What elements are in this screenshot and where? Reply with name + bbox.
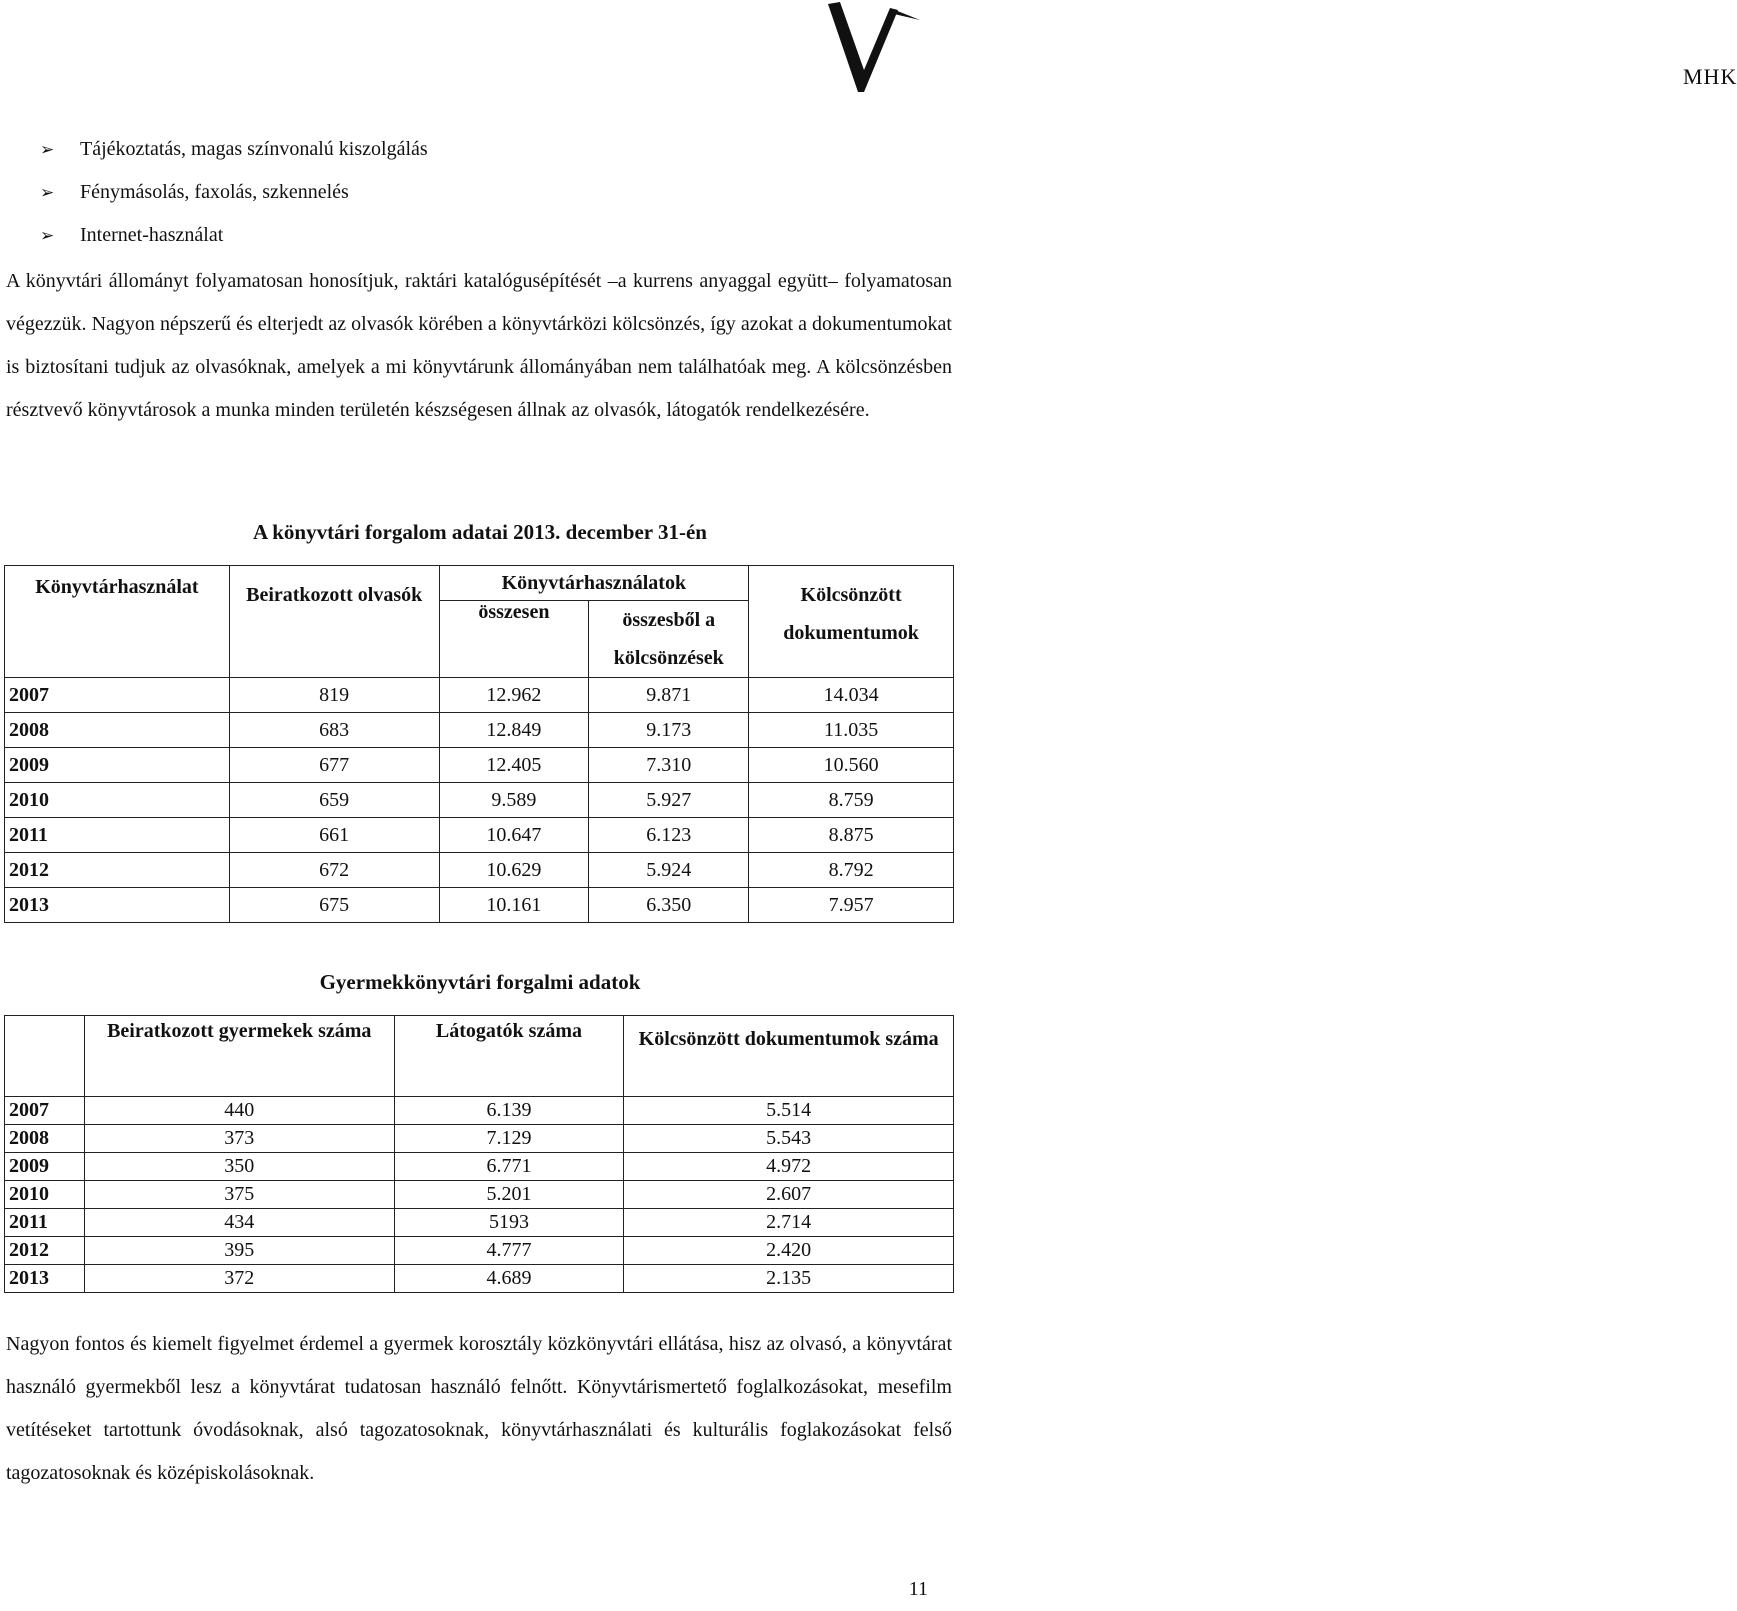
header-loans: összesből a kölcsönzések xyxy=(589,601,749,678)
table-row: 2013 675 10.161 6.350 7.957 xyxy=(5,888,954,923)
table-row: 2007 440 6.139 5.514 xyxy=(5,1097,954,1125)
table-row: 2011 434 5193 2.714 xyxy=(5,1209,954,1237)
header-borrowed-docs-count: Kölcsönzött dokumentumok száma xyxy=(624,1016,954,1097)
list-item: ➢ Fénymásolás, faxolás, szkennelés xyxy=(40,171,428,214)
table-row: 2013 372 4.689 2.135 xyxy=(5,1265,954,1293)
header-total: összesen xyxy=(439,601,589,678)
table-row: 2012 395 4.777 2.420 xyxy=(5,1237,954,1265)
paragraph-children: Nagyon fontos és kiemelt figyelmet érdemel a gyermek korosztály közkönyvtári ellátása, hisz az olvasó, a könyvtárat használó gyermekből lesz a könyvtárat tudatosan használó felnőtt. Könyvtárismertető foglalkozásokat, mesefilm vetítéseket tartottunk óvodásoknak, alsó tagozatosoknak, könyvtárhasználati és kulturális foglakozásokat felső tagozatosoknak és középiskolásoknak. xyxy=(6,1333,952,1484)
logo-text: MHK xyxy=(1683,64,1737,89)
table2-title: Gyermekkönyvtári forgalmi adatok xyxy=(319,970,641,994)
list-item: ➢ Internet-használat xyxy=(40,214,428,257)
table1-title: A könyvtári forgalom adatai 2013. december 31-én xyxy=(253,520,707,544)
table-row: 2008 683 12.849 9.173 11.035 xyxy=(5,713,954,748)
header-borrowed-documents: Kölcsönzött dokumentumok xyxy=(749,566,954,678)
table-row: 2010 375 5.201 2.607 xyxy=(5,1181,954,1209)
header-registered-children: Beiratkozott gyermekek száma xyxy=(84,1016,394,1097)
table-row: 2007 819 12.962 9.871 14.034 xyxy=(5,678,954,713)
arrow-bullet-icon: ➢ xyxy=(40,140,55,159)
header-registered-readers: Beiratkozott olvasók xyxy=(229,566,439,678)
header-usages: Könyvtárhasználatok xyxy=(439,566,749,601)
header-usage: Könyvtárhasználat xyxy=(5,566,230,678)
header-visitors: Látogatók száma xyxy=(394,1016,624,1097)
table-row: 2010 659 9.589 5.927 8.759 xyxy=(5,783,954,818)
table-row: 2011 661 10.647 6.123 8.875 xyxy=(5,818,954,853)
table-row: 2009 677 12.405 7.310 10.560 xyxy=(5,748,954,783)
table-row: 2008 373 7.129 5.543 xyxy=(5,1125,954,1153)
table-row: 2012 672 10.629 5.924 8.792 xyxy=(5,853,954,888)
library-traffic-table xyxy=(4,565,954,923)
children-library-table xyxy=(4,1015,954,1293)
page-number: 11 xyxy=(908,1578,928,1600)
arrow-bullet-icon: ➢ xyxy=(40,183,55,202)
paragraph-collection: A könyvtári állományt folyamatosan honosítjuk, raktári katalógusépítését –a kurrens anyaggal együtt– folyamatosan végezzük. Nagyon népszerű és elterjedt az olvasók körében a könyvtárközi kölcsönzés, így azokat a dokumentumokat is biztosítani tudjuk az olvasóknak, amelyek a mi könyvtárunk állományában nem találhatóak meg. A kölcsönzésben résztvevő könyvtárosok a munka minden területén készségesen állnak az olvasók, látogatók rendelkezésére. xyxy=(6,270,952,421)
header-empty xyxy=(5,1016,85,1097)
logo-v-icon xyxy=(820,0,960,110)
service-bullet-list xyxy=(40,128,428,257)
arrow-bullet-icon: ➢ xyxy=(40,226,55,245)
list-item: ➢ Tájékoztatás, magas színvonalú kiszolgálás xyxy=(40,128,428,171)
table-row: 2009 350 6.771 4.972 xyxy=(5,1153,954,1181)
library-logo xyxy=(820,0,1737,110)
